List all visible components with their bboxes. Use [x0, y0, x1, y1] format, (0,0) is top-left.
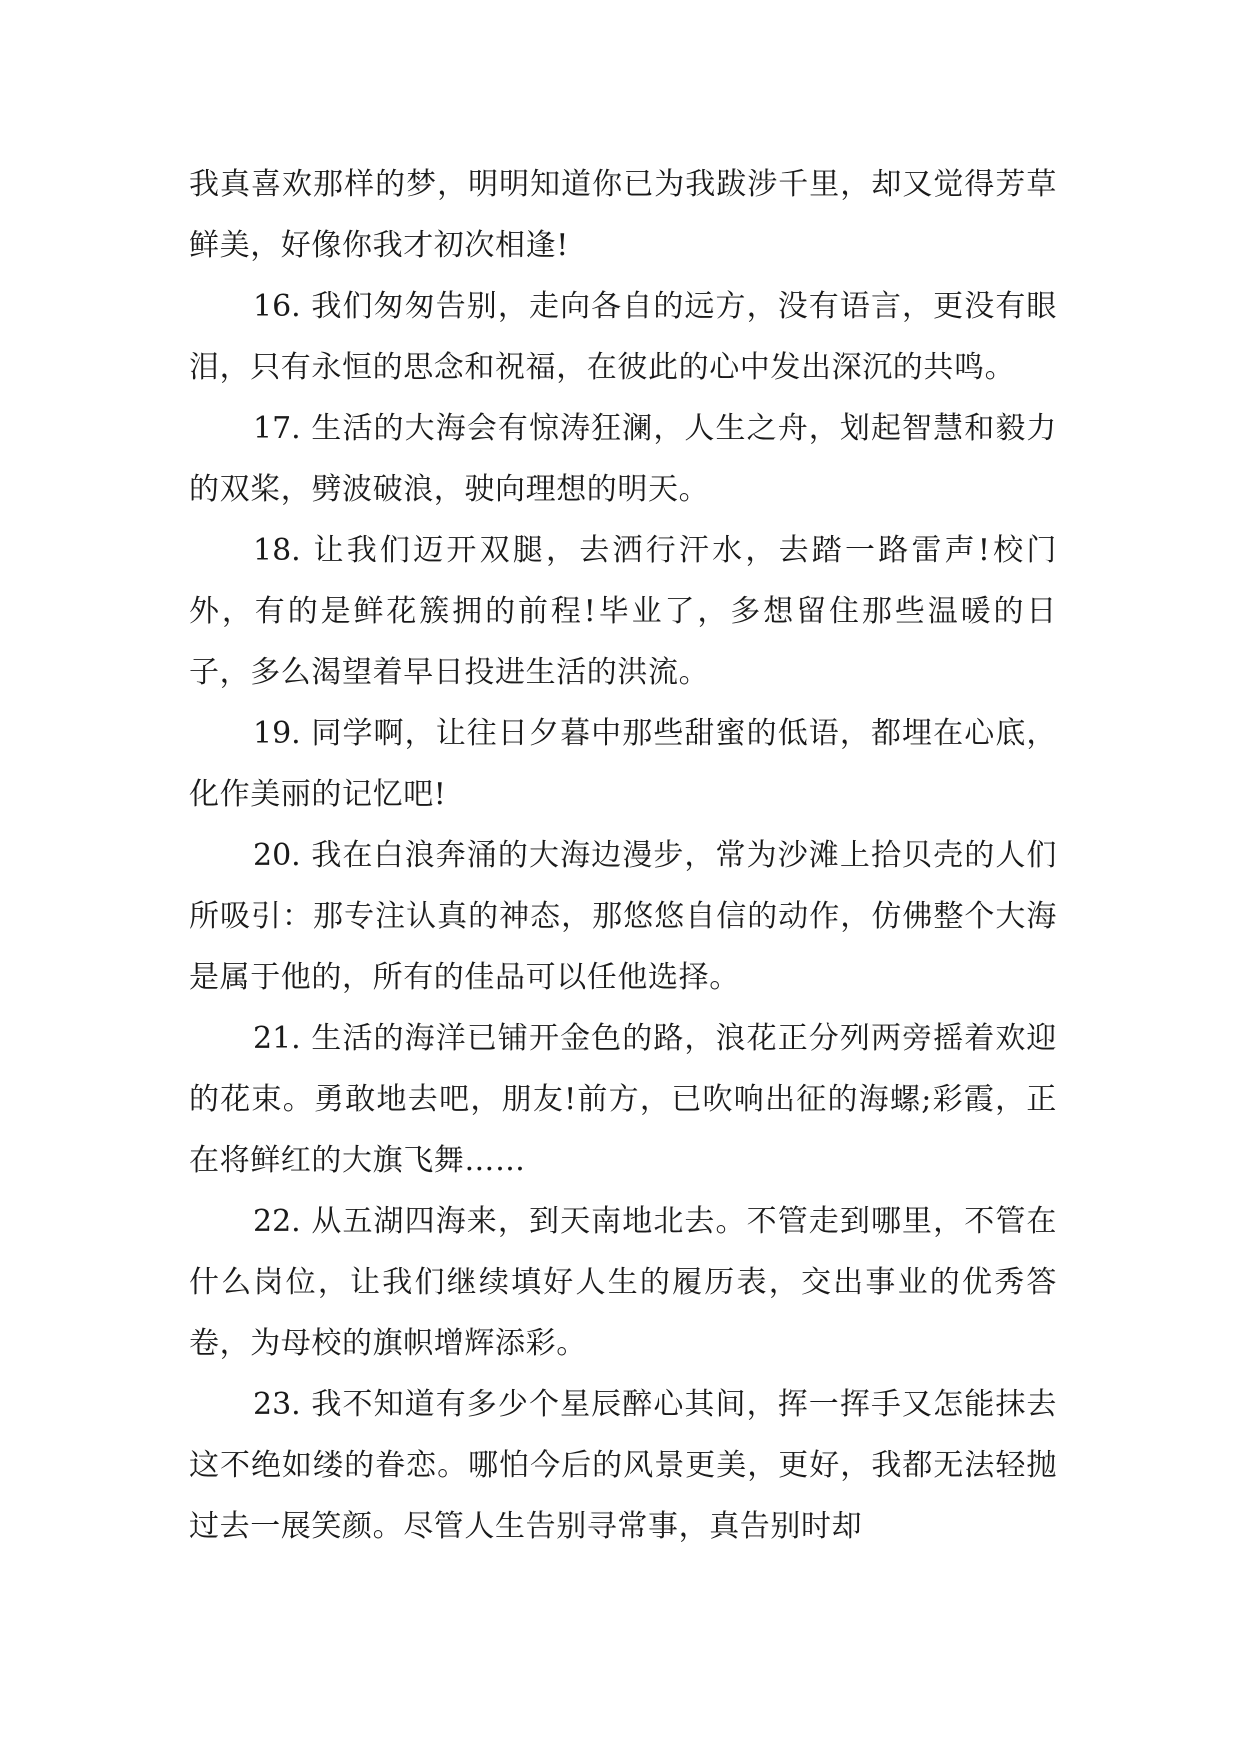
paragraph-23 — [189, 1374, 1057, 1557]
paragraph-20 — [189, 825, 1057, 1008]
paragraph-text: 我真喜欢那样的梦，明明知道你已为我跋涉千里，却又觉得芳草鲜美，好像你我才初次相逢! — [189, 167, 1057, 263]
paragraph-text: 生活的海洋已铺开金色的路，浪花正分列两旁摇着欢迎的花束。勇敢地去吧，朋友!前方，已吹响出征的海螺;彩霞，正在将鲜红的大旗飞舞…… — [189, 1021, 1058, 1178]
paragraph-16 — [189, 276, 1057, 398]
paragraph-number: 17. — [253, 411, 301, 446]
paragraph-number: 23. — [253, 1387, 301, 1422]
paragraph-text: 同学啊，让往日夕暮中那些甜蜜的低语，都埋在心底，化作美丽的记忆吧! — [189, 716, 1058, 812]
paragraph-22 — [189, 1191, 1057, 1374]
paragraph-text: 生活的大海会有惊涛狂澜，人生之舟，划起智慧和毅力的双桨，劈波破浪，驶向理想的明天。 — [189, 411, 1058, 507]
paragraph-text: 我不知道有多少个星辰醉心其间，挥一挥手又怎能抹去这不绝如缕的眷恋。哪怕今后的风景更美，更好，我都无法轻抛过去一展笑颜。尽管人生告别寻常事，真告别时却 — [189, 1387, 1058, 1544]
paragraph-21 — [189, 1008, 1057, 1191]
paragraph-19 — [189, 703, 1057, 825]
paragraph-number: 21. — [253, 1021, 301, 1056]
paragraph-18 — [189, 520, 1057, 703]
paragraph-continuation — [189, 154, 1057, 276]
document-body — [189, 154, 1057, 1557]
paragraph-number: 16. — [253, 289, 301, 324]
paragraph-text: 我们匆匆告别，走向各自的远方，没有语言，更没有眼泪，只有永恒的思念和祝福，在彼此的心中发出深沉的共鸣。 — [189, 289, 1058, 385]
paragraph-17 — [189, 398, 1057, 520]
paragraph-number: 20. — [253, 838, 301, 873]
paragraph-text: 让我们迈开双腿，去洒行汗水，去踏一路雷声!校门外，有的是鲜花簇拥的前程!毕业了，多想留住那些温暖的日子，多么渴望着早日投进生活的洪流。 — [189, 533, 1057, 690]
paragraph-number: 18. — [253, 533, 301, 568]
paragraph-text: 从五湖四海来，到天南地北去。不管走到哪里，不管在什么岗位，让我们继续填好人生的履历表，交出事业的优秀答卷，为母校的旗帜增辉添彩。 — [189, 1204, 1058, 1361]
paragraph-text: 我在白浪奔涌的大海边漫步，常为沙滩上拾贝壳的人们所吸引：那专注认真的神态，那悠悠自信的动作，仿佛整个大海是属于他的，所有的佳品可以任他选择。 — [189, 838, 1058, 995]
paragraph-number: 22. — [253, 1204, 301, 1239]
paragraph-number: 19. — [253, 716, 301, 751]
